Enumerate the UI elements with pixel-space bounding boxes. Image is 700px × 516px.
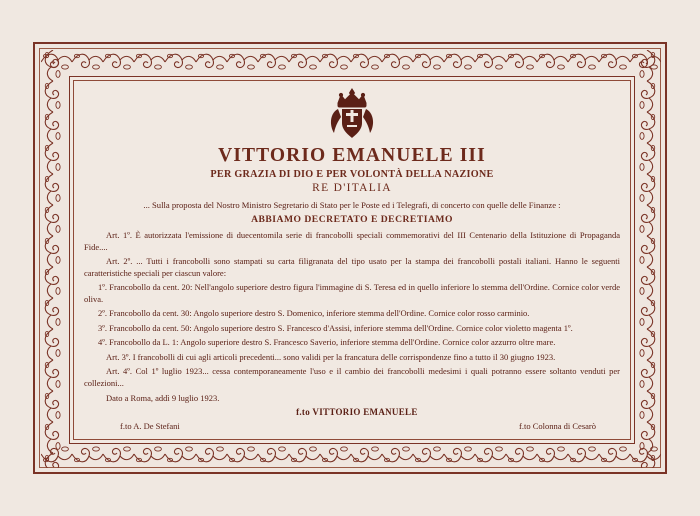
date-line: Dato a Roma, addì 9 luglio 1923. [106,392,220,403]
preamble-text: ... Sulla proposta del Nostro Ministro Segretario di Stato per le Poste ed i Telegrafi, di concerto con quelle delle Finanze : [143,200,561,210]
article-paragraph: Art. 3º. I francobolli di cui agli articoli precedenti... sono validi per la francatura delle corrispondenze fino a tutto il 30 giugno 1923. [106,351,556,362]
signature-block [84,407,620,443]
royal-crown-coat-of-arms-icon [84,87,620,143]
article-paragraph: Art. 2º. ... Tutti i francobolli sono stampati su carta filigranata del tipo usato per la stampa dei francobolli postali italiani. Hanno le seguenti caratteristiche speciali per ciascun valore: [84,256,620,278]
document-subtitle-secondary: RE D'ITALIA [312,182,392,194]
decree-content [84,87,620,435]
text-frame [69,76,635,444]
signature-minister-posts: f.to Colonna di Cesarò [519,420,596,431]
article-paragraph: Art. 1º. È autorizzata l'emissione di duecentomila serie di francobolli speciali commemorativi del III Centenario della Istituzione di Propaganda Fide.... [84,230,620,252]
article-paragraph: 1º. Francobollo da cent. 20: Nell'angolo superiore destro figura l'immagine di S. Teresa ed in quello inferiore lo stemma dell'Ordine. Cornice color verde oliva. [84,282,620,304]
article-paragraph: 4º. Francobollo da L. 1: Angolo superiore destro S. Francesco Saverio, inferiore stemma dell'Ordine. Cornice color azzurro oltre mare. [98,337,556,348]
signature-minister-finance: f.to A. De Stefani [120,420,180,431]
decree-heading: ABBIAMO DECRETATO E DECRETIAMO [251,214,453,225]
signature-king: f.to VITTORIO EMANUELE [296,406,418,417]
ornamental-border [33,42,667,474]
page-title: VITTORIO EMANUELE III [218,145,486,166]
article-paragraph: 2º. Francobollo da cent. 30: Angolo superiore destro S. Domenico, inferiore stemma dell'Ordine. Cornice color rosso carminio. [98,308,530,319]
article-paragraph: 3º. Francobollo da cent. 50: Angolo superiore destro S. Francesco d'Assisi, inferiore stemma dell'Ordine. Cornice color violetto magenta 1º. [98,322,573,333]
article-paragraph: Art. 4º. Col 1º luglio 1923... cessa contemporaneamente l'uso e il cambio dei francobolli medesimi i quali potranno essere soltanto venduti per collezioni... [84,366,620,389]
document-subtitle: PER GRAZIA DI DIO E PER VOLONTÀ DELLA NAZIONE [210,169,494,180]
